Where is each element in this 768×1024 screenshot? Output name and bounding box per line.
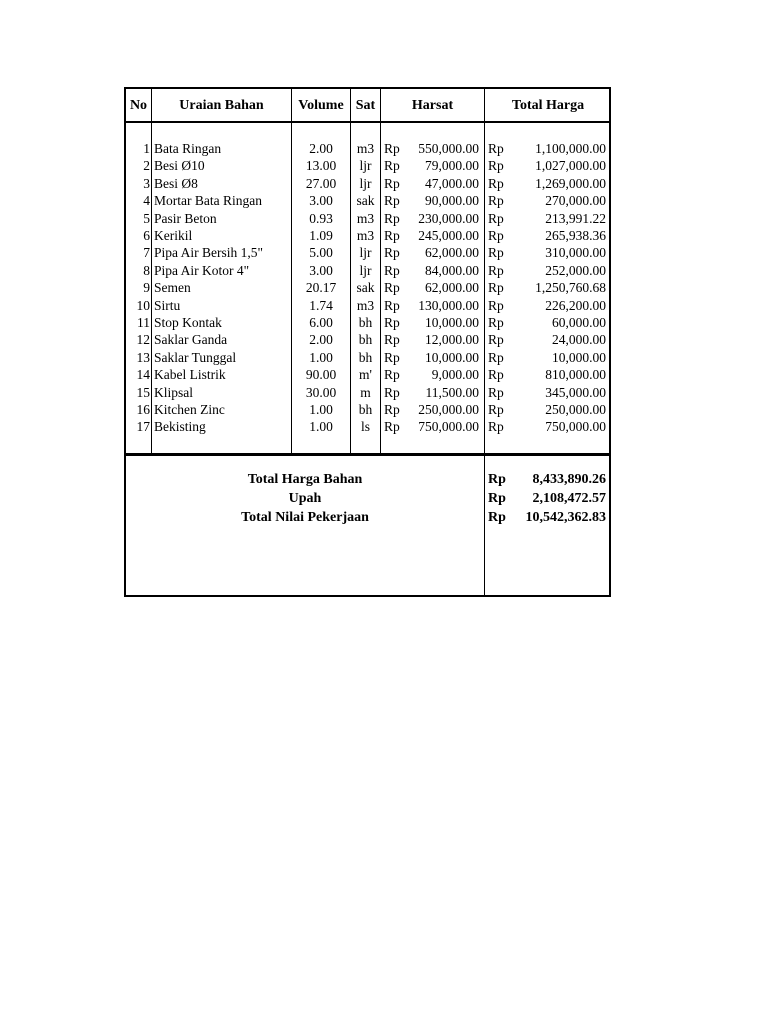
row-total: 810,000.00 (545, 367, 606, 383)
row-uraian: Semen (154, 280, 191, 296)
header-volume: Volume (298, 98, 344, 113)
row-total: 1,100,000.00 (535, 141, 606, 156)
row-volume: 13.00 (305, 158, 337, 174)
row-harsat-currency: Rp (384, 245, 400, 261)
row-harsat: 47,000.00 (425, 175, 479, 191)
col-divider-harsat (484, 89, 485, 597)
row-total: 10,000.00 (552, 349, 606, 365)
row-no: 7 (143, 245, 150, 261)
row-harsat: 250,000.00 (418, 402, 479, 417)
row-no: 3 (143, 175, 150, 191)
row-harsat: 10,000.00 (425, 315, 479, 330)
row-harsat-currency: Rp (384, 367, 400, 383)
header-uraian: Uraian Bahan (179, 98, 264, 113)
row-total: 345,000.00 (545, 384, 606, 400)
row-volume: 1.00 (309, 419, 333, 435)
row-total: 310,000.00 (545, 245, 606, 261)
row-total-currency: Rp (488, 175, 504, 191)
row-harsat-currency: Rp (384, 315, 400, 330)
row-uraian: Pipa Air Bersih 1,5" (154, 245, 264, 261)
row-harsat: 10,000.00 (425, 349, 479, 365)
row-volume: 27.00 (305, 175, 337, 191)
row-total-currency: Rp (488, 228, 504, 243)
row-volume: 3.00 (309, 193, 333, 209)
row-volume: 30.00 (305, 384, 337, 400)
row-total-currency: Rp (488, 349, 504, 365)
row-sat: sak (356, 193, 375, 209)
row-uraian: Kerikil (154, 228, 193, 243)
row-harsat-currency: Rp (384, 175, 400, 191)
row-no: 15 (136, 384, 150, 400)
row-total: 1,250,760.68 (535, 280, 606, 296)
row-total-currency: Rp (488, 141, 504, 156)
row-total: 24,000.00 (552, 332, 606, 348)
row-harsat-currency: Rp (384, 332, 400, 348)
summary-currency: Rp (488, 472, 506, 487)
summary-currency: Rp (488, 491, 506, 506)
row-uraian: Stop Kontak (154, 315, 222, 330)
summary-currency: Rp (488, 510, 506, 525)
row-volume: 2.00 (309, 332, 333, 348)
row-total-currency: Rp (488, 193, 504, 209)
row-total-currency: Rp (488, 332, 504, 348)
row-sat: m3 (356, 210, 375, 226)
row-volume: 1.00 (309, 402, 333, 417)
row-harsat-currency: Rp (384, 349, 400, 365)
row-no: 10 (136, 297, 150, 313)
row-volume: 3.00 (309, 262, 333, 278)
row-no: 8 (143, 262, 150, 278)
row-harsat-currency: Rp (384, 402, 400, 417)
row-volume: 2.00 (309, 141, 333, 156)
row-harsat: 9,000.00 (431, 367, 479, 383)
row-harsat-currency: Rp (384, 210, 400, 226)
header-total-harga: Total Harga (511, 98, 585, 113)
row-harsat: 130,000.00 (418, 297, 479, 313)
row-sat: m3 (356, 141, 375, 156)
row-harsat-currency: Rp (384, 384, 400, 400)
row-sat: sak (356, 280, 375, 296)
row-uraian: Besi Ø8 (154, 175, 198, 191)
row-harsat-currency: Rp (384, 158, 400, 174)
row-total: 1,027,000.00 (535, 158, 606, 174)
material-cost-table (124, 87, 611, 597)
row-sat: m3 (356, 297, 375, 313)
row-harsat-currency: Rp (384, 280, 400, 296)
row-sat: m3 (356, 228, 375, 243)
row-harsat: 90,000.00 (425, 193, 479, 209)
row-uraian: Mortar Bata Ringan (154, 193, 262, 209)
summary-top-rule (126, 453, 609, 456)
row-uraian: Pasir Beton (154, 210, 217, 226)
row-sat: ljr (359, 262, 372, 278)
row-volume: 1.09 (309, 228, 333, 243)
row-uraian: Bekisting (154, 419, 206, 435)
row-total: 1,269,000.00 (535, 175, 606, 191)
summary-label: Upah (288, 491, 322, 506)
row-harsat: 84,000.00 (425, 262, 479, 278)
row-harsat: 79,000.00 (425, 158, 479, 174)
row-no: 13 (136, 349, 150, 365)
summary-label: Total Harga Bahan (247, 472, 363, 487)
row-sat: ljr (359, 158, 372, 174)
row-harsat: 550,000.00 (418, 141, 479, 156)
row-volume: 20.17 (305, 280, 337, 296)
row-uraian: Saklar Ganda (154, 332, 228, 348)
summary-value: 10,542,362.83 (525, 510, 606, 525)
header-no: No (129, 98, 148, 113)
row-no: 2 (143, 158, 150, 174)
header-harsat: Harsat (411, 98, 454, 113)
row-no: 17 (136, 419, 150, 435)
row-no: 14 (136, 367, 150, 383)
row-total: 60,000.00 (552, 315, 606, 330)
row-harsat: 62,000.00 (425, 245, 479, 261)
row-sat: ls (360, 419, 370, 435)
row-total-currency: Rp (488, 315, 504, 330)
row-total-currency: Rp (488, 280, 504, 296)
row-no: 5 (143, 210, 150, 226)
header-bottom-rule (126, 121, 609, 123)
summary-value: 2,108,472.57 (532, 491, 606, 506)
row-harsat: 750,000.00 (418, 419, 479, 435)
row-total: 226,200.00 (545, 297, 606, 313)
row-no: 9 (143, 280, 150, 296)
row-uraian: Sirtu (154, 297, 181, 313)
row-sat: bh (358, 402, 373, 417)
row-total-currency: Rp (488, 384, 504, 400)
row-harsat-currency: Rp (384, 193, 400, 209)
row-total-currency: Rp (488, 297, 504, 313)
row-harsat-currency: Rp (384, 228, 400, 243)
row-uraian: Klipsal (154, 384, 193, 400)
row-uraian: Besi Ø10 (154, 158, 205, 174)
row-no: 1 (143, 141, 150, 156)
row-volume: 6.00 (309, 315, 333, 330)
header-sat: Sat (355, 98, 376, 113)
col-divider-no (151, 89, 152, 454)
row-no: 12 (136, 332, 150, 348)
row-harsat: 62,000.00 (425, 280, 479, 296)
row-uraian: Saklar Tunggal (154, 349, 237, 365)
row-total-currency: Rp (488, 262, 504, 278)
row-sat: ljr (359, 175, 372, 191)
row-total: 750,000.00 (545, 419, 606, 435)
row-total-currency: Rp (488, 245, 504, 261)
row-harsat-currency: Rp (384, 262, 400, 278)
row-uraian: Kitchen Zinc (154, 402, 225, 417)
row-no: 4 (143, 193, 150, 209)
row-volume: 1.00 (309, 349, 333, 365)
summary-value: 8,433,890.26 (532, 472, 606, 487)
row-sat: bh (358, 332, 373, 348)
row-no: 16 (136, 402, 150, 417)
row-volume: 5.00 (309, 245, 333, 261)
row-sat: bh (358, 349, 373, 365)
row-total-currency: Rp (488, 158, 504, 174)
row-sat: bh (358, 315, 373, 330)
row-harsat-currency: Rp (384, 141, 400, 156)
row-no: 6 (143, 228, 150, 243)
row-uraian: Pipa Air Kotor 4" (154, 262, 250, 278)
row-total-currency: Rp (488, 402, 504, 417)
row-total: 265,938.36 (545, 228, 606, 243)
row-no: 11 (137, 315, 150, 330)
row-sat: ljr (359, 245, 372, 261)
col-divider-sat (380, 89, 381, 454)
row-harsat: 12,000.00 (425, 332, 479, 348)
row-total: 213,991.22 (545, 210, 606, 226)
row-total: 250,000.00 (545, 402, 606, 417)
row-total: 270,000.00 (545, 193, 606, 209)
row-total-currency: Rp (488, 210, 504, 226)
row-volume: 90.00 (305, 367, 337, 383)
row-harsat: 230,000.00 (418, 210, 479, 226)
row-sat: m' (359, 367, 372, 383)
row-uraian: Kabel Listrik (154, 367, 226, 383)
row-total-currency: Rp (488, 367, 504, 383)
row-harsat-currency: Rp (384, 297, 400, 313)
row-harsat: 11,500.00 (425, 384, 479, 400)
summary-label: Total Nilai Pekerjaan (241, 510, 369, 525)
row-volume: 0.93 (309, 210, 333, 226)
row-total: 252,000.00 (545, 262, 606, 278)
row-harsat: 245,000.00 (418, 228, 479, 243)
row-volume: 1.74 (309, 297, 333, 313)
row-total-currency: Rp (488, 419, 504, 435)
row-uraian: Bata Ringan (154, 141, 222, 156)
row-sat: m (360, 384, 371, 400)
row-harsat-currency: Rp (384, 419, 400, 435)
